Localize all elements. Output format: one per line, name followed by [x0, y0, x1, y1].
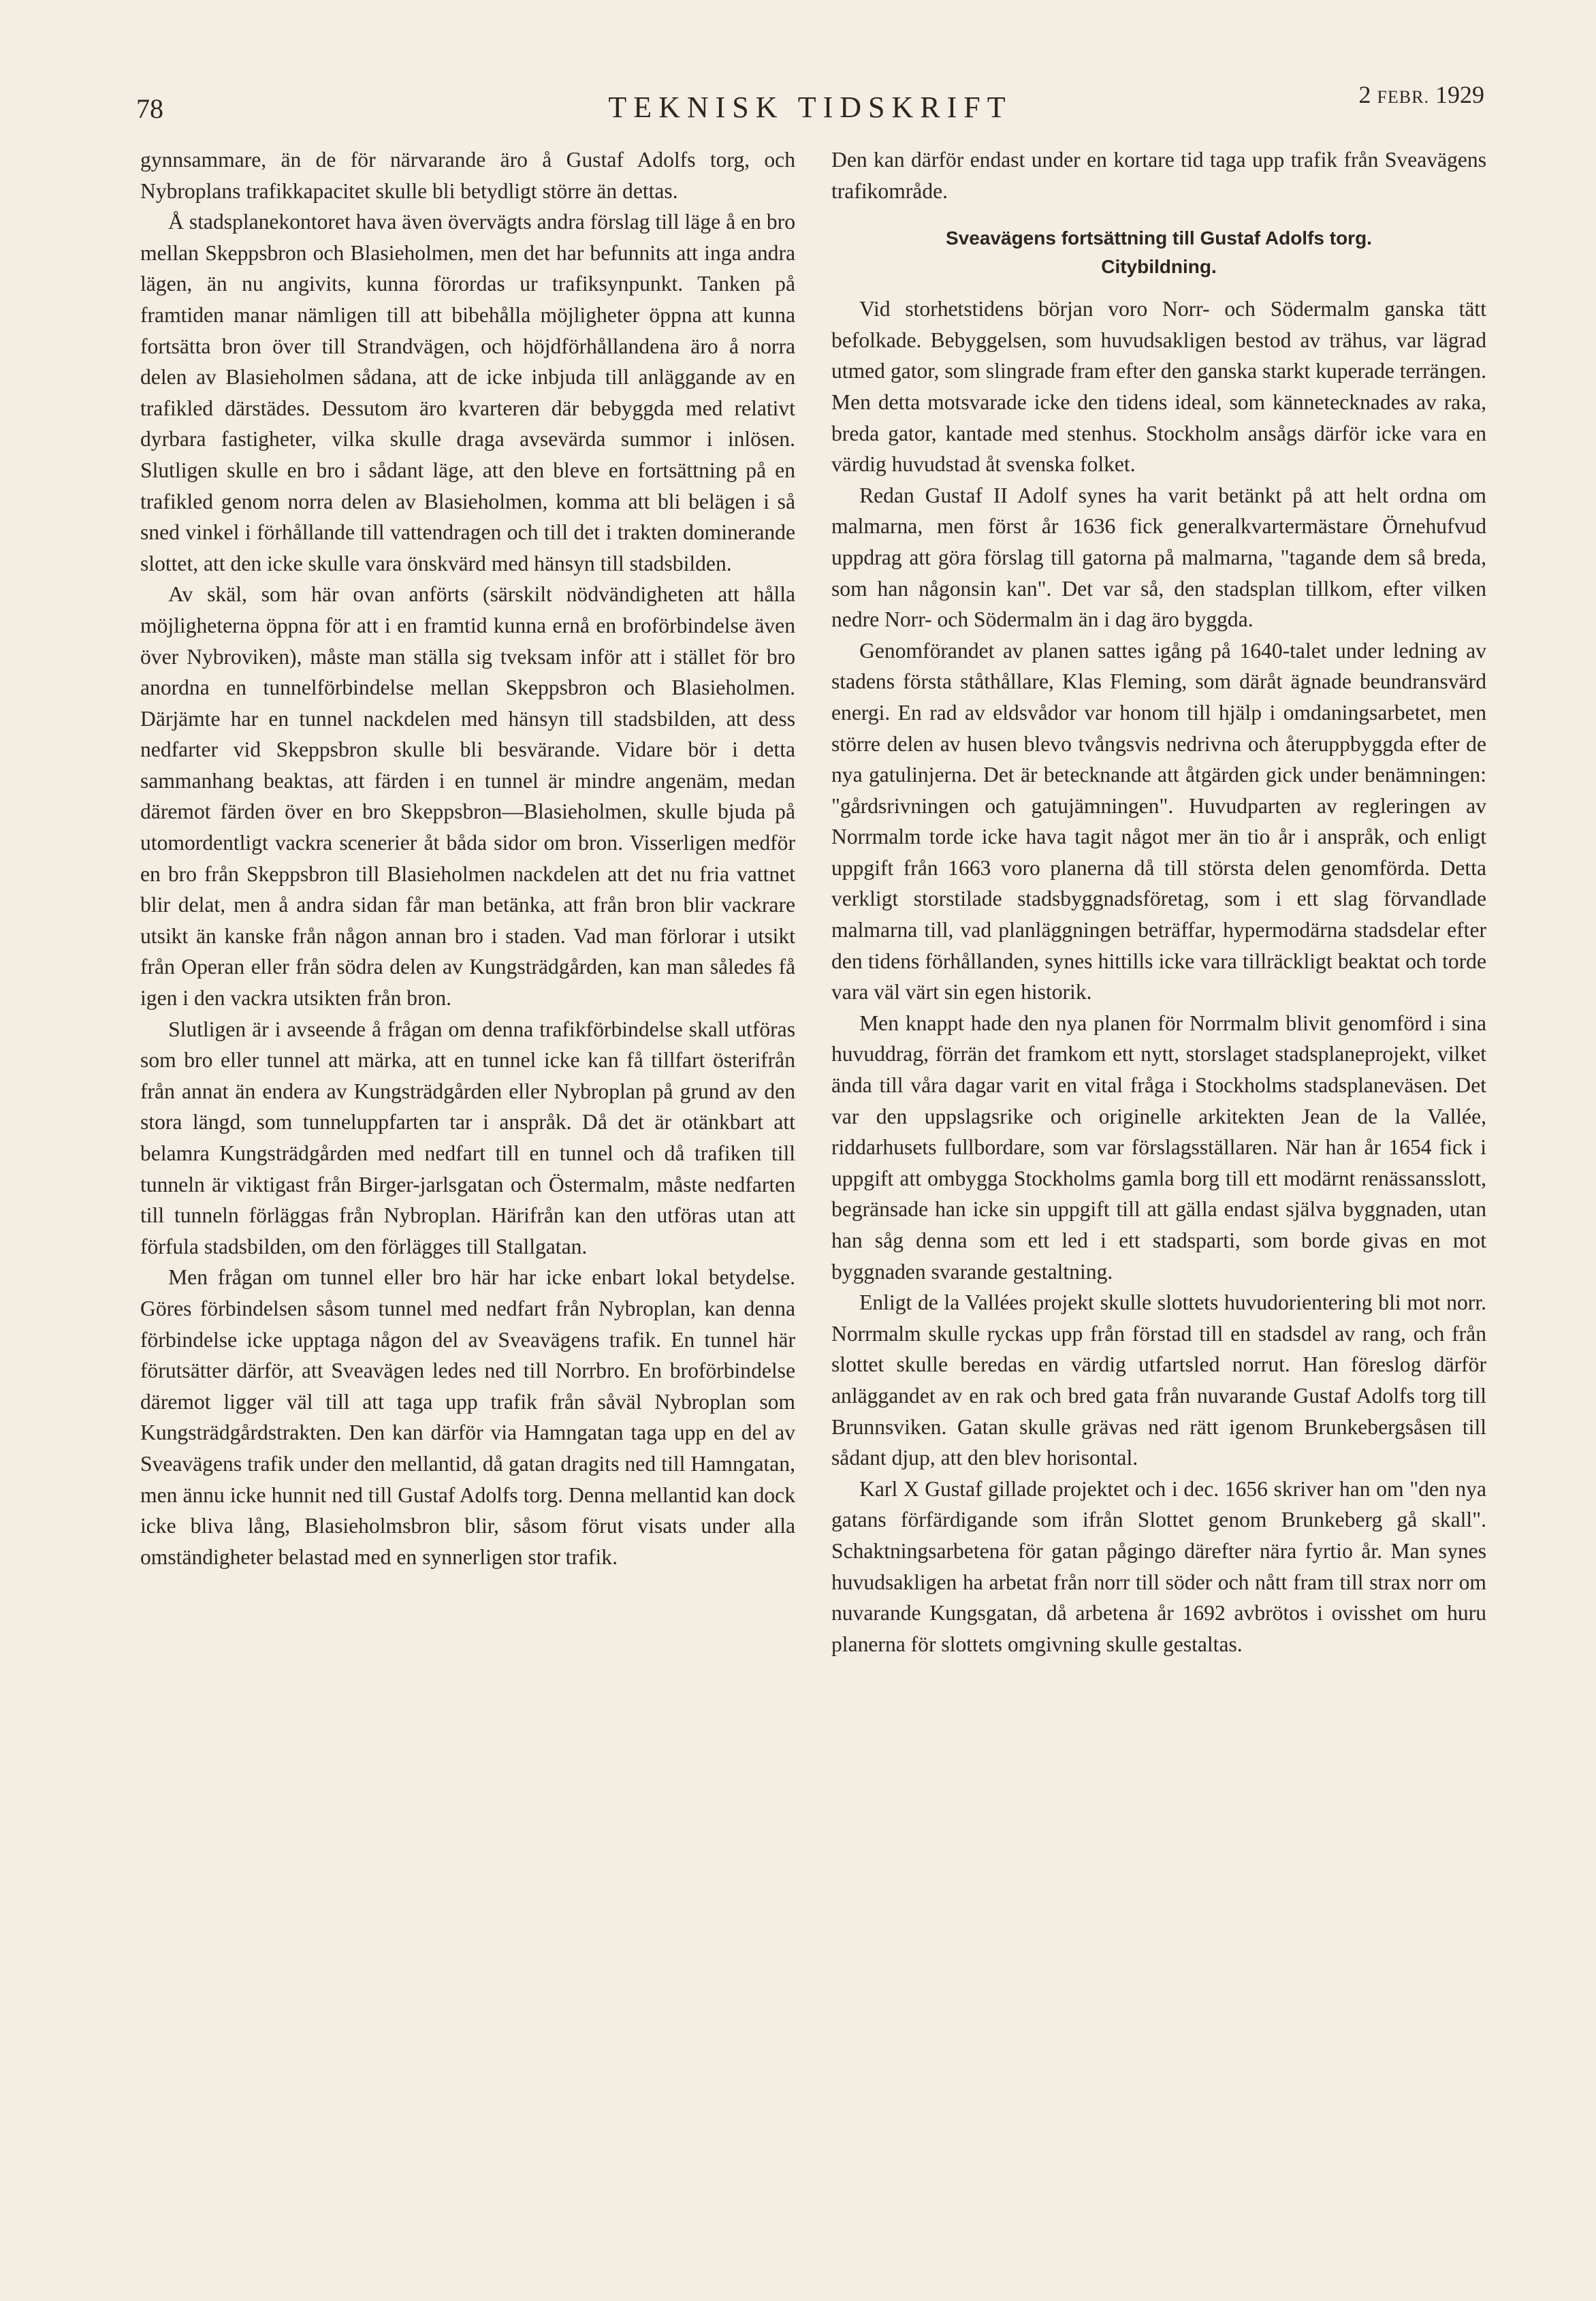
issue-date: [1358, 80, 1484, 109]
section-heading-line1: Sveavägens fortsättning till Gustaf Adolfs torg.: [946, 227, 1372, 249]
right-column: [831, 144, 1486, 1660]
page-number: 78: [136, 93, 163, 124]
paragraph: Enligt de la Vallées projekt skulle slottets huvudorientering bli mot norr. Norrmalm skulle ryckas upp från förstad till en stadsdel av rang, och från slottet skulle beredas en värdig utfartsled norrut. Han föreslog därför anläggandet av en rak och bred gata från nuvarande Gustaf Adolfs torg till Brunnsviken. Gatan skulle grävas ned rätt igenom Brunkebergsåsen till sådant djup, att den blev horisontal.: [831, 1290, 1486, 1470]
paragraph: Vid storhetstidens början voro Norr- och Södermalm ganska tätt befolkade. Bebyggelsen, som huvudsakligen bestod av trähus, var lägrad utmed gator, som slingrade fram efter den ganska starkt kuperade terrängen. Men detta motsvarade icke den tidens ideal, som kännetecknades av raka, breda gator, kantade med stenhus. Stockholm ansågs därför icke vara en värdig huvudstad åt svenska folket.: [831, 297, 1486, 477]
paragraph: Genomförandet av planen sattes igång på 1640-talet under ledning av stadens första ståthållare, Klas Fleming, som däråt ägnade beundransvärd energi. En rad av eldsvådor var honom till hjälp i omdaningsarbetet, men större delen av husen blevo tvångsvis nedrivna och återuppbyggda efter de nya gatulinjerna. Det är betecknande att åtgärden gick under benämningen: "gårdsrivningen och gatujämningen". Huvudparten av regleringen av Norrmalm torde icke hava tagit något mer än tio år i anspråk, och enligt uppgift från 1663 voro planerna då till största delen genomförda. Detta verkligt storstilade stadsbyggnadsföretag, som i ett slag förvandlade malmarna till, vad planläggningen beträffar, hypermodärna stadsdelar efter den tidens förhållanden, synes hittills icke vara tillräckligt beaktat och torde vara väl värt sin egen historik.: [831, 638, 1486, 1004]
paragraph: Av skäl, som här ovan anförts (särskilt nödvändigheten att hålla möjligheterna öppna för att i en framtid kunna ernå en broförbindelse även över Nybroviken), måste man ställa sig tveksam inför att i stället för bro anordna en tunnelförbindelse mellan Skeppsbron och Blasieholmen. Därjämte har en tunnel nackdelen med hänsyn till stadsbilden, att dess nedfarter vid Skeppsbron skulle bli besvärande. Vidare bör i detta sammanhang beaktas, att färden i en tunnel är mindre angenäm, medan däremot färden över en bro Skeppsbron—Blasieholmen, skulle bjuda på utomordentligt vackra scenerier åt båda sidor om bron. Visserligen medför en bro från Skeppsbron till Blasieholmen nackdelen att det nu fria vattnet blir delat, men å andra sidan får man betänka, att från bron blir vackrare utsikt än kanske från någon annan bro i staden. Vad man förlorar i utsikt från Operan eller från södra delen av Kungsträdgården, kan man således få igen i den vackra utsikten från bron.: [140, 582, 795, 1011]
paragraph: gynnsammare, än de för närvarande äro å Gustaf Adolfs torg, och Nybroplans trafikkapacitet skulle bli betydligt större än dettas.: [140, 148, 795, 203]
paragraph: Den kan därför endast under en kortare tid taga upp trafik från Sveavägens trafikområde.: [831, 148, 1486, 203]
left-column: [140, 144, 795, 1572]
issue-date-year: 1929: [1435, 81, 1484, 108]
issue-date-month: FEBR.: [1377, 87, 1429, 107]
paragraph: Redan Gustaf II Adolf synes ha varit betänkt på att helt ordna om malmarna, men först år 1636 fick generalkvartermästare Örnehufvud uppdrag att göra förslag till gatorna på malmarna, "tagande dem så breda, som han någonsin kan". Det var så, den stadsplan tillkom, efter vilken nedre Norr- och Södermalm än i dag äro byggda.: [831, 483, 1486, 632]
section-heading: [831, 224, 1486, 281]
running-header: [136, 80, 1484, 135]
paragraph: Karl X Gustaf gillade projektet och i dec. 1656 skriver han om "den nya gatans förfärdigande som ifrån Slottet genom Brunkeberg gå skall". Schaktningsarbetena för gatan pågingo därefter nära fyrtio år. Man synes huvudsakligen ha arbetat från norr till söder och nått fram till strax norr om nuvarande Kungsgatan, då arbetena år 1692 avbrötos i ovisshet om huru planerna för slottets omgivning skulle gestaltas.: [831, 1476, 1486, 1656]
journal-title: TEKNISK TIDSKRIFT: [608, 91, 1012, 124]
issue-date-day: 2: [1358, 81, 1371, 108]
paragraph: Å stadsplanekontoret hava även övervägts andra förslag till läge å en bro mellan Skeppsbron och Blasieholmen, men det har befunnits att inga andra lägen, än nu angivits, kunna förordas ur trafiksynpunkt. Tanken på framtiden manar nämligen till att bibehålla möjligheter öppna att kunna fortsätta bron över till Strandvägen, och höjdförhållandena äro å norra delen av Blasieholmen sådana, att de icke inbjuda till anläggande av en trafikled därstädes. Dessutom äro kvarteren där bebyggda med relativt dyrbara fastigheter, vilka skulle draga avsevärda summor i inlösen. Slutligen skulle en bro i sådant läge, att den bleve en fortsättning på en trafikled genom norra delen av Blasieholmen, komma att bli belägen i så sned vinkel i förhållande till vattendragen och till det i trakten dominerande slottet, att den icke skulle vara önskvärd med hänsyn till stadsbilden.: [140, 210, 795, 575]
paragraph: Slutligen är i avseende å frågan om denna trafikförbindelse skall utföras som bro eller tunnel att märka, att en tunnel icke kan få tillfart österifrån från annat än endera av Kungsträdgården eller Nybroplan på grund av den stora längd, som tunneluppfarten tar i anspråk. Då det är otänkbart att belamra Kungsträdgården med nedfart till en tunnel och då trafiken till tunneln är viktigast från Birger-jarlsgatan och Östermalm, måste nedfarten till tunneln förläggas från Nybroplan. Härifrån kan den utföras utan att förfula stadsbilden, om den förlägges till Stallgatan.: [140, 1017, 795, 1258]
paragraph: Men knappt hade den nya planen för Norrmalm blivit genomförd i sina huvuddrag, förrän det framkom ett nytt, storslaget stadsplaneprojekt, vilket ända till våra dagar varit en vital fråga i Stockholms stadsplaneväsen. Det var den uppslagsrike och originelle arkitekten Jean de la Vallée, riddarhusets fullbordare, som var förslagsställaren. När han år 1654 fick i uppgift att ombygga Stockholms gamla borg till ett modärnt renässansslott, begränsade han icke sin uppgift till att gälla endast själva byggnaden, utan han såg denna som ett led i ett stadsparti, som borde givas en mot byggnaden svarande gestaltning.: [831, 1011, 1486, 1284]
section-heading-line2: Citybildning.: [1101, 256, 1217, 278]
paragraph: Men frågan om tunnel eller bro här har icke enbart lokal betydelse. Göres förbindelsen såsom tunnel med nedfart från Nybroplan, kan denna förbindelse icke upptaga någon del av Sveavägens trafik. En tunnel här förutsätter därför, att Sveavägen ledes ned till Norrbro. En broförbindelse däremot ligger väl till att taga upp trafik från såväl Nybroplan som Kungsträdgårdstrakten. Den kan därför via Hamngatan taga upp en del av Sveavägens trafik under den mellantid, då gatan dragits ned till Hamngatan, men ännu icke hunnit ned till Gustaf Adolfs torg. Denna mellantid kan dock icke bliva lång, Blasieholmsbron blir, såsom förut visats under alla omständigheter belastad med en synnerligen stor trafik.: [140, 1265, 795, 1569]
